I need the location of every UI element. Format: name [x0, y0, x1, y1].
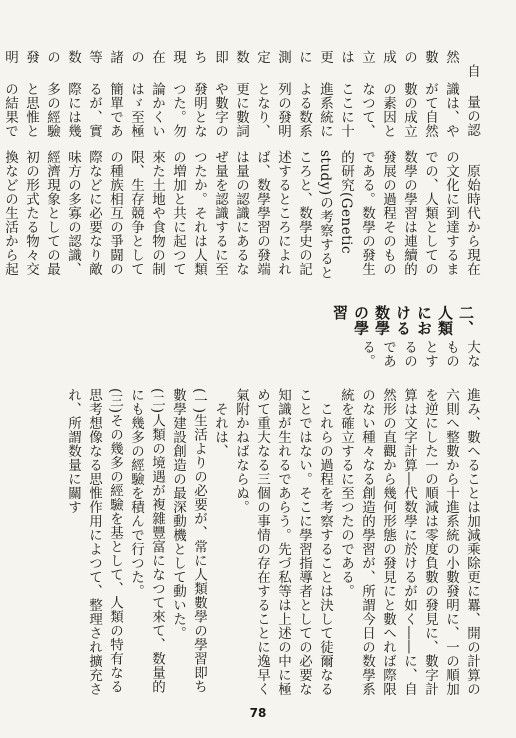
paragraph-natural-numbers: 自然數の成立は更に測定数即ち現在の諸等数の發明: [2, 50, 480, 78]
paragraph-process: これらの過程を考察することは決して徒爾なることではない。そこに學習指導者としての必要な知識が生れるであらう。先づ私等は上述の中に極めて重大なる三個の事情の存在することに逸早く氣附かねばならぬ。: [233, 388, 333, 696]
section-heading: 二、人類における数學の學習: [331, 305, 475, 336]
paragraph-quantity: 量の認識は、やがて自然數の成立の素因となつて、ここに十進系統による数系列の發明となり、更に數詞や數字の發明となつた。勿論かくいはゞ至極簡單であるが、實際には幾多の經驗と思惟との結果で: [2, 81, 480, 138]
paragraph-intro-list: それは、: [212, 401, 228, 458]
paragraph-continuation: 進み、數へることは加減乘除更に羃、開の計算の六則へ整數から十進系統の小數發明に、一の順加を逆にした一の順減は零度負數の發見に、數字計算は文字計算―代数學に於けるが如く――に、自然形の直觀から幾何形態の發見にと數へれば際限のない種々なる創造的學習が、所謂今日の数學系統を確立するに至つたのである。: [338, 388, 480, 696]
list-item: (一)生活よりの必要が、常に人類數學の學習即ち數學建設創造の最深動機として動いた。: [170, 388, 207, 694]
page-number: 78: [249, 706, 267, 720]
upper-text-block: [2, 50, 482, 368]
paragraph-origins: 原始時代から現在の文化に到達するまでの、人類としての数學の學習は連續的發展の過程そのものである。数學の發生的研究(Genetic study)の考察するところと、数學史の記述するところによれば、数學學習の發端は量の認識にあるなぜ量を認識するに至つたか。それは人類の増加と共に起つて來た土地や食物の制限、生存競争としての種族相互の爭闘の際などに必要なり敵味方の多寡の認識、經濟現象としての最初の形式たる物々交換などの生活から起: [2, 150, 480, 280]
list-item: (二)人類の境遇が複雜豐富になつて來て、数量的にも幾多の經驗を積んで行つた。: [128, 388, 165, 694]
list-item: (三)その幾多の經驗を基として、人類の特有なる思考想像なる思惟作用によつて、整理され擴充され、所謂数量に關す: [65, 388, 123, 696]
lead-line: 大なものとするのである。: [359, 340, 480, 368]
lower-text-block: [34, 388, 482, 698]
